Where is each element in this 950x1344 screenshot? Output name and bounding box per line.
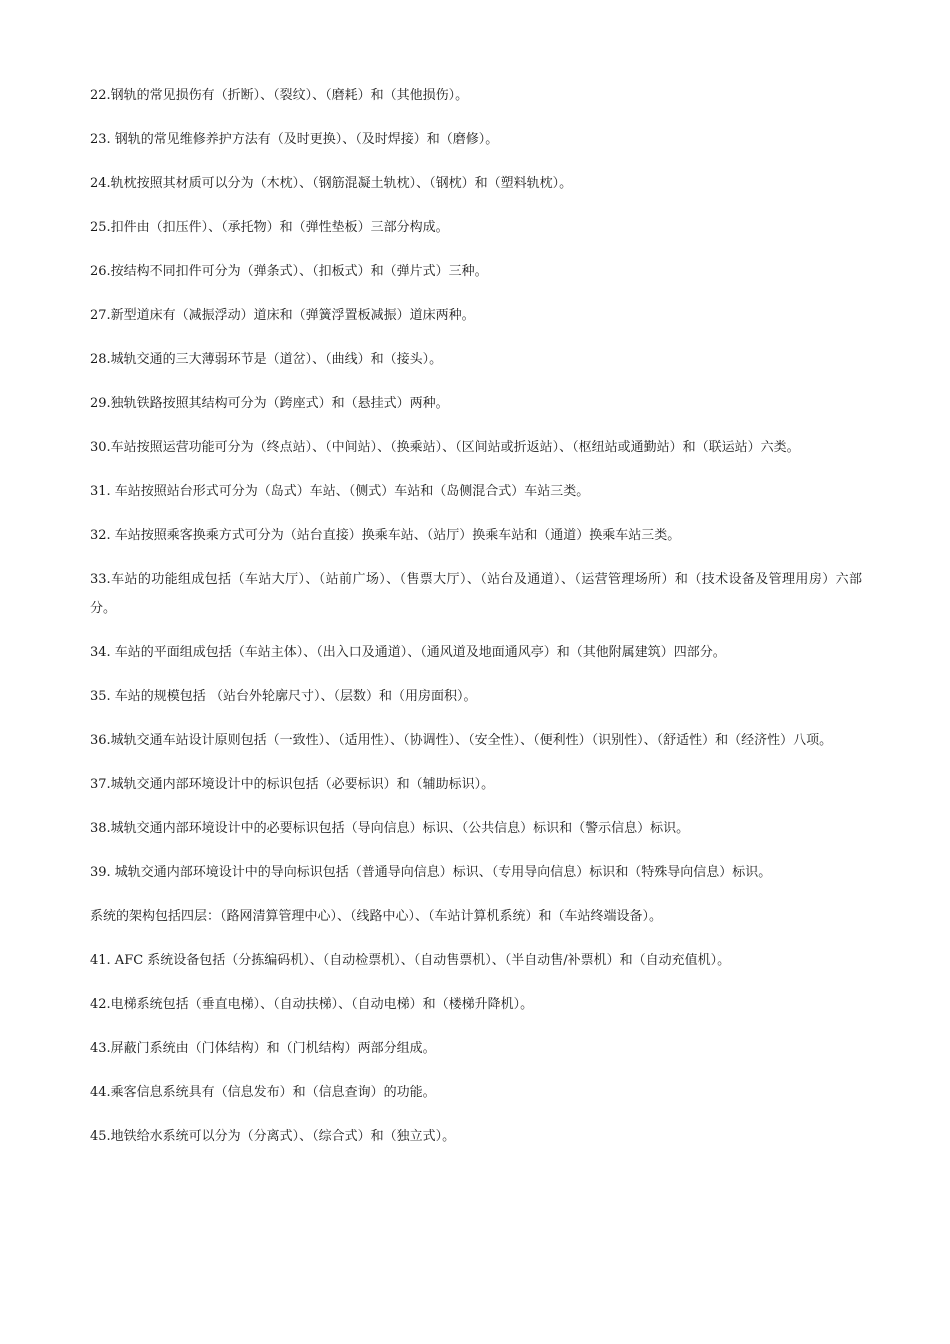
list-item: 44.乘客信息系统具有（信息发布）和（信息查询）的功能。 [90, 1085, 436, 1100]
list-item: 42.电梯系统包括（垂直电梯）、（自动扶梯）、（自动电梯）和（楼梯升降机）。 [90, 997, 534, 1012]
list-item: 37.城轨交通内部环境设计中的标识包括（必要标识）和（辅助标识）。 [90, 777, 495, 792]
list-item: 26.按结构不同扣件可分为（弹条式）、（扣板式）和（弹片式）三种。 [90, 264, 488, 279]
list-item: 系统的架构包括四层：（路网清算管理中心）、（线路中心）、（车站计算机系统）和（车站终端设备）。 [90, 909, 663, 924]
list-item: 28.城轨交通的三大薄弱环节是（道岔）、（曲线）和（接头）。 [90, 352, 443, 367]
list-item: 36.城轨交通车站设计原则包括（一致性）、（适用性）、（协调性）、（安全性）、（便利性）（识别性）、（舒适性）和（经济性）八项。 [90, 733, 833, 748]
list-item: 33.车站的功能组成包括（车站大厅）、（站前广场）、（售票大厅）、（站台及通道）、（运营管理场所）和（技术设备及管理用房）六部分。 [90, 572, 862, 616]
list-item: 25.扣件由（扣压件）、（承托物）和（弹性垫板）三部分构成。 [90, 220, 449, 235]
question-list [90, 81, 862, 1166]
list-item: 23. 钢轨的常见维修养护方法有（及时更换）、（及时焊接）和（磨修）。 [90, 132, 499, 147]
list-item: 29.独轨铁路按照其结构可分为（跨座式）和（悬挂式）两种。 [90, 396, 449, 411]
list-item: 39. 城轨交通内部环境设计中的导向标识包括（普通导向信息）标识、（专用导向信息）标识和（特殊导向信息）标识。 [90, 865, 772, 880]
list-item: 24.轨枕按照其材质可以分为（木枕）、（钢筋混凝土轨枕）、（钢枕）和（塑料轨枕）。 [90, 176, 573, 191]
list-item: 22.钢轨的常见损伤有（折断）、（裂纹）、（磨耗）和（其他损伤）。 [90, 88, 469, 103]
list-item: 27.新型道床有（减振浮动）道床和（弹簧浮置板减振）道床两种。 [90, 308, 475, 323]
list-item: 45.地铁给水系统可以分为（分离式）、（综合式）和（独立式）。 [90, 1129, 456, 1144]
list-item: 34. 车站的平面组成包括（车站主体）、（出入口及通道）、（通风道及地面通风亭）和（其他附属建筑）四部分。 [90, 645, 726, 660]
list-item: 43.屏蔽门系统由（门体结构）和（门机结构）两部分组成。 [90, 1041, 436, 1056]
list-item: 31. 车站按照站台形式可分为（岛式）车站、（侧式）车站和（岛侧混合式）车站三类。 [90, 484, 590, 499]
list-item: 30.车站按照运营功能可分为（终点站）、（中间站）、（换乘站）、（区间站或折返站）、（枢纽站或通勤站）和（联运站）六类。 [90, 440, 800, 455]
list-item: 35. 车站的规模包括 （站台外轮廓尺寸）、（层数）和（用房面积）。 [90, 689, 477, 704]
list-item: 41. AFC 系统设备包括（分拣编码机）、（自动检票机）、（自动售票机）、（半自动售/补票机）和（自动充值机）。 [90, 953, 731, 968]
list-item: 38.城轨交通内部环境设计中的必要标识包括（导向信息）标识、（公共信息）标识和（警示信息）标识。 [90, 821, 690, 836]
list-item: 32. 车站按照乘客换乘方式可分为（站台直接）换乘车站、（站厅）换乘车站和（通道）换乘车站三类。 [90, 528, 681, 543]
